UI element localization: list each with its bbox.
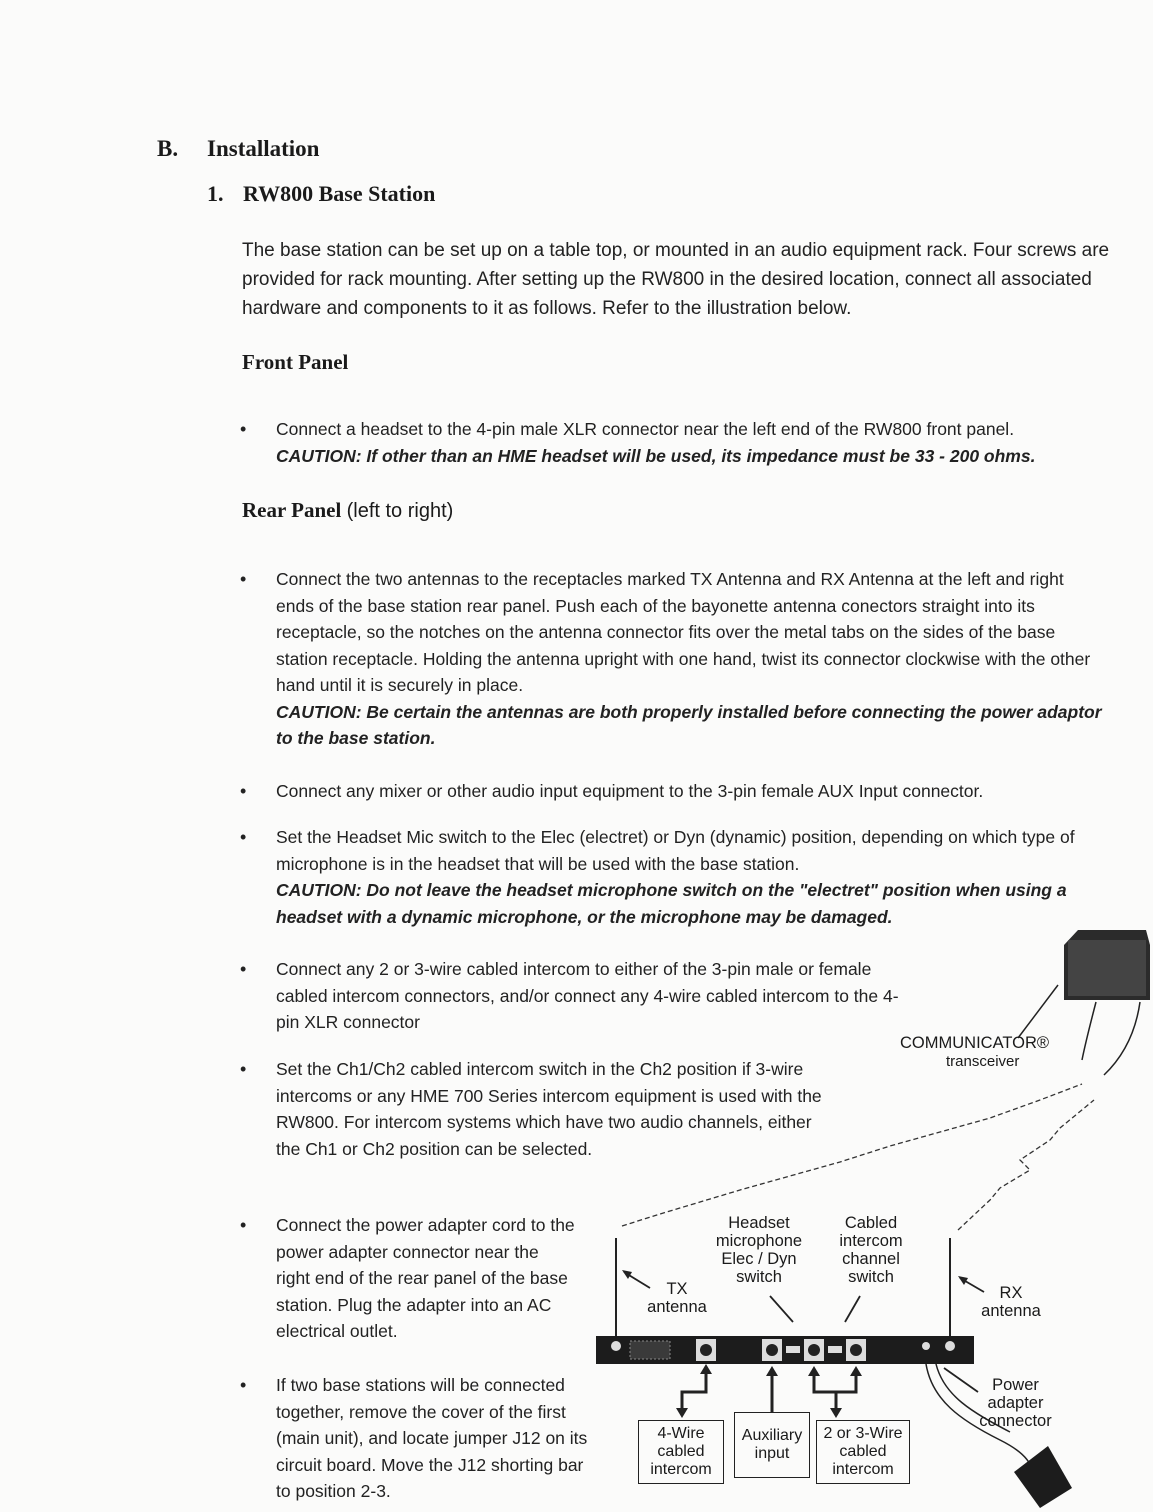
bullet-text: Set the Ch1/Ch2 cabled intercom switch in the Ch2 position if 3-wire intercoms or any HME 700 Series intercom equipment is used with the RW800. For intercom systems which have two audio channels, either the Ch1 or Ch2 position can be selected. bbox=[276, 1059, 822, 1159]
box-auxiliary-input: Auxiliary input bbox=[734, 1412, 810, 1478]
headset-switch-label: Headset microphone Elec / Dyn switch bbox=[715, 1214, 803, 1286]
bullet-dot: • bbox=[240, 1059, 247, 1079]
bullet-dot: • bbox=[240, 781, 247, 801]
rear-panel-note: (left to right) bbox=[346, 500, 454, 522]
caution-text: CAUTION: Be certain the antennas are both properly installed before connecting the power adaptor to the base station. bbox=[276, 701, 1102, 748]
subsection-number: 1. bbox=[207, 181, 224, 206]
bullet-dot: • bbox=[240, 1215, 247, 1235]
communicator-label bbox=[900, 1034, 1070, 1071]
front-panel-heading: Front Panel bbox=[242, 350, 349, 374]
bullet-dot: • bbox=[240, 1375, 247, 1395]
rear-panel-bar bbox=[596, 1336, 974, 1364]
bullet-text: Connect the two antennas to the receptacles marked TX Antenna and RX Antenna at the left and right ends of the base station rear panel. Push each of the bayonette antenna conectors straight into its receptacle, so the notches on the antenna connector fits over the metal tabs on the sides of the base station receptacle. Holding the antenna upright with one hand, twist its connector clockwise with the other hand until it is securely in place. bbox=[276, 569, 1091, 695]
bullet-text: Connect any 2 or 3-wire cabled intercom to either of the 3-pin male or female cabled intercom connectors, and/or connect any 4-wire cabled intercom to the 4-pin XLR connector bbox=[276, 959, 899, 1032]
bullet-text: Set the Headset Mic switch to the Elec (electret) or Dyn (dynamic) position, depending on which type of microphone is in the headset that will be used with the base station. bbox=[276, 827, 1075, 874]
bullet-dot: • bbox=[240, 827, 247, 847]
communicator-name: COMMUNICATOR® bbox=[900, 1034, 1050, 1052]
bullet-text: Connect a headset to the 4-pin male XLR connector near the left end of the RW800 front panel. bbox=[276, 419, 1015, 439]
box-2-3-wire-intercom: 2 or 3-Wire cabled intercom bbox=[816, 1420, 910, 1484]
wireless-signal-tx bbox=[622, 1084, 1082, 1226]
power-connector-label: Power adapter connector bbox=[979, 1376, 1052, 1430]
transceiver-label: transceiver bbox=[946, 1053, 1020, 1070]
bullet-text: If two base stations will be connected together, remove the cover of the first (main unit), and locate jumper J12 on its circuit board. Move the J12 shorting bar to position 2-3. bbox=[276, 1375, 588, 1501]
bullet-dot: • bbox=[240, 569, 247, 589]
intro-paragraph: The base station can be set up on a table top, or mounted in an audio equipment rack. Four screws are provided for rack mounting. After setting up the RW800 in the desired location, connect all associated hardware and components to it as follows. Refer to the illustration below. bbox=[242, 240, 1110, 319]
rear-panel-title: Rear Panel bbox=[242, 498, 342, 522]
channel-switch-label: Cabled intercom channel switch bbox=[839, 1214, 903, 1286]
bullet-dot: • bbox=[240, 419, 247, 439]
subsection-title: RW800 Base Station bbox=[243, 181, 436, 206]
section-title: Installation bbox=[207, 136, 320, 161]
rx-antenna-label: RX antenna bbox=[981, 1284, 1041, 1320]
wireless-signal-rx bbox=[958, 1100, 1094, 1230]
bullet-text: Connect the power adapter cord to the power adapter connector near the right end of the rear panel of the base station. Plug the adapter into an AC electrical outlet. bbox=[276, 1215, 575, 1341]
bullet-dot: • bbox=[240, 959, 247, 979]
section-number: B. bbox=[157, 136, 179, 161]
bullet-text: Connect any mixer or other audio input equipment to the 3-pin female AUX Input connector. bbox=[276, 781, 984, 801]
caution-text: CAUTION: If other than an HME headset will be used, its impedance must be 33 - 200 ohms. bbox=[276, 445, 1036, 466]
caution-text: CAUTION: Do not leave the headset microphone switch on the "electret" position when using a headset with a dynamic microphone, or the microphone may be damaged. bbox=[276, 880, 1067, 927]
tx-antenna-label: TX antenna bbox=[647, 1280, 707, 1316]
box-4-wire-intercom: 4-Wire cabled intercom bbox=[638, 1420, 724, 1484]
